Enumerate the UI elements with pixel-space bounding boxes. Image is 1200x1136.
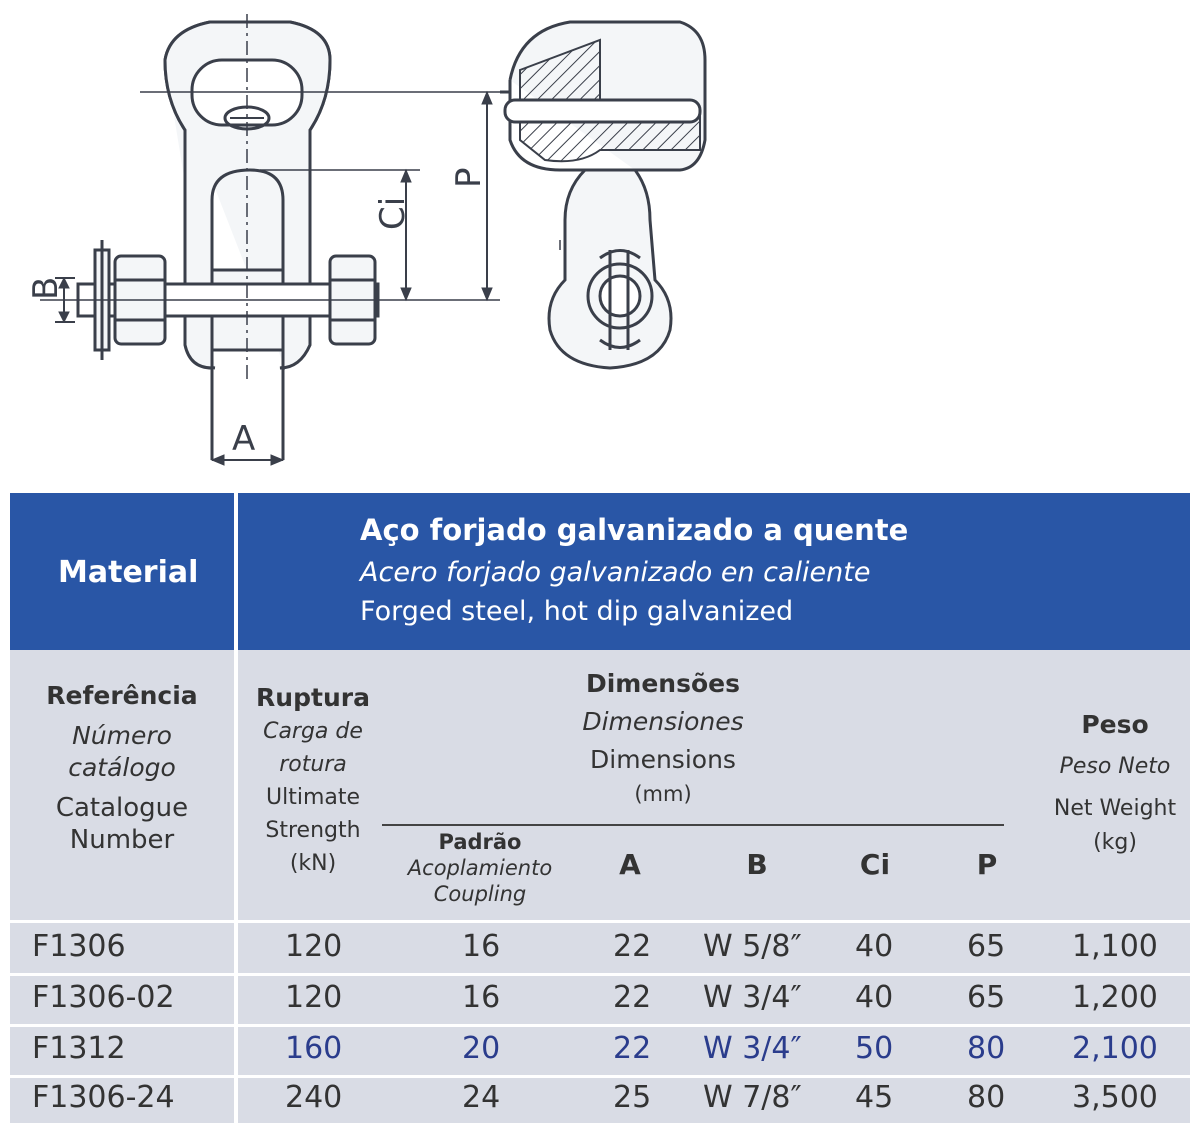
row-b: W 7/8″	[703, 1080, 802, 1115]
header-dims-es: Dimensiones	[582, 707, 744, 736]
side-view	[500, 22, 705, 368]
row-strength: 160	[285, 1031, 343, 1066]
header-weight-en: Net Weight	[1053, 796, 1177, 821]
header-ref-en1: Catalogue	[55, 793, 189, 823]
row-b: W 3/4″	[703, 1031, 802, 1066]
row-weight: 3,500	[1072, 1080, 1158, 1115]
row-weight: 1,100	[1072, 929, 1158, 964]
header-weight-es: Peso Neto	[1059, 754, 1171, 779]
row-b: W 5/8″	[703, 929, 802, 964]
header-coupling-pt: Padrão	[438, 830, 522, 854]
row-p: 80	[967, 1031, 1006, 1066]
header-coupling-en: Coupling	[433, 882, 527, 906]
row-a: 22	[613, 980, 652, 1015]
row-coupling: 16	[462, 929, 501, 964]
header-rupture-en1: Ultimate	[265, 785, 361, 810]
row-weight: 2,100	[1072, 1031, 1158, 1066]
header-ci: Ci	[859, 848, 891, 881]
row-p: 80	[967, 1080, 1006, 1115]
row-coupling: 16	[462, 980, 501, 1015]
material-label: Material	[58, 555, 199, 590]
row-b: W 3/4″	[703, 980, 802, 1015]
material-pt: Aço forjado galvanizado a quente	[360, 513, 909, 547]
header-rupture	[238, 681, 388, 880]
table-row	[10, 925, 1190, 973]
header-ref-es1: Número	[72, 721, 172, 750]
row-ci: 50	[855, 1031, 894, 1066]
header-coupling	[390, 829, 570, 907]
header-ref-pt: Referência	[46, 681, 198, 710]
row-p: 65	[967, 929, 1006, 964]
row-ci: 45	[855, 1080, 894, 1115]
material-row	[10, 493, 1190, 650]
header-dims-pt: Dimensões	[585, 669, 741, 698]
row-weight: 1,200	[1072, 980, 1158, 1015]
header-rupture-pt: Ruptura	[256, 683, 370, 712]
header-rupture-es2: rotura	[279, 752, 347, 777]
spec-table	[10, 493, 1190, 1123]
header-rupture-unit: (kN)	[289, 851, 337, 876]
row-strength: 240	[285, 1080, 343, 1115]
header-ref-en2: Number	[69, 825, 175, 855]
header-weight-pt: Peso	[1081, 710, 1149, 739]
row-a: 22	[613, 1031, 652, 1066]
row-ref: F1306-02	[32, 980, 175, 1015]
row-ref: F1306-24	[32, 1080, 175, 1115]
row-p: 65	[967, 980, 1006, 1015]
label-b: B	[26, 276, 66, 300]
material-es: Acero forjado galvanizado en caliente	[360, 557, 871, 588]
header-rupture-en2: Strength	[265, 818, 361, 843]
header-coupling-es: Acoplamiento	[407, 856, 553, 880]
table-row	[10, 1027, 1190, 1075]
shackle-drawing	[0, 0, 1200, 480]
header-reference	[10, 678, 234, 856]
table-row	[10, 976, 1190, 1024]
row-strength: 120	[285, 980, 343, 1015]
row-coupling: 24	[462, 1080, 501, 1115]
label-a: A	[232, 419, 256, 459]
front-view	[40, 14, 500, 465]
row-a: 22	[613, 929, 652, 964]
row-separator	[10, 920, 1190, 923]
row-coupling: 20	[462, 1031, 501, 1066]
header-weight	[1035, 705, 1195, 857]
header-a: A	[619, 848, 641, 881]
row-strength: 120	[285, 929, 343, 964]
header-dimensions	[538, 665, 788, 809]
row-ci: 40	[855, 929, 894, 964]
header-p: P	[976, 848, 998, 881]
label-ci: Ci	[373, 196, 413, 230]
row-ref: F1306	[32, 929, 126, 964]
header-b: B	[746, 848, 768, 881]
row-a: 25	[613, 1080, 652, 1115]
header-rupture-es1: Carga de	[263, 719, 363, 744]
header-weight-unit: (kg)	[1093, 830, 1137, 855]
label-p: P	[449, 167, 489, 188]
dimensions-underline	[382, 824, 1004, 826]
table-row	[10, 1078, 1190, 1123]
header-ref-es2: catálogo	[68, 753, 176, 782]
row-ref: F1312	[32, 1031, 126, 1066]
header-dims-en: Dimensions	[590, 745, 736, 774]
row-ci: 40	[855, 980, 894, 1015]
material-en: Forged steel, hot dip galvanized	[360, 596, 794, 627]
header-dims-unit: (mm)	[634, 782, 692, 806]
